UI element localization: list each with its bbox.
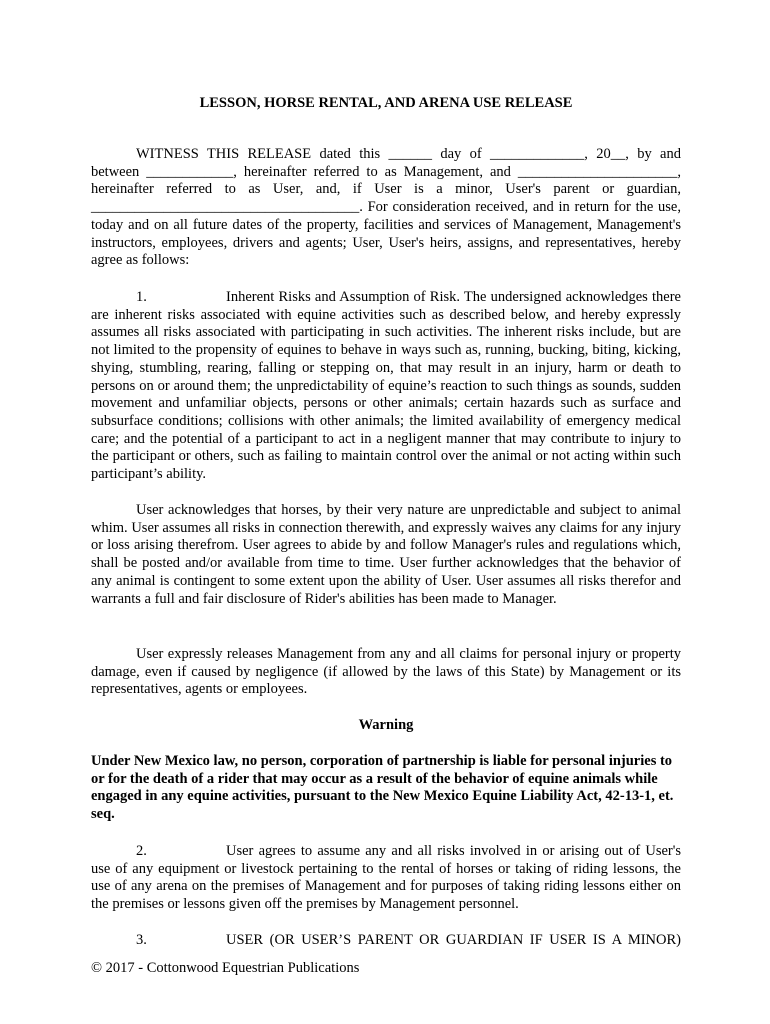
warning-text: Under New Mexico law, no person, corporation of partnership is liable for personal injuries to or for the death of a rider that may occur as a result of the behavior of equine animals while engaged in any equine activities, pursuant to the New Mexico Equine Liability Act, 42-13-1, et. seq.	[91, 753, 674, 823]
document-title: LESSON, HORSE RENTAL, AND ARENA USE RELEASE	[199, 95, 573, 111]
section-3-text: USER (OR USER’S PARENT OR GUARDIAN IF USER IS A MINOR)	[226, 932, 681, 948]
section-3-number: 3.	[136, 932, 147, 948]
user-releases-paragraph: User expressly releases Management from any and all claims for personal injury or property damage, even if caused by negligence (if allowed by the laws of this State) by Management or its representatives, agents or employees.	[91, 646, 681, 698]
section-1	[91, 289, 681, 484]
warning-heading: Warning	[358, 717, 414, 733]
section-2-text: User agrees to assume any and all risks involved in or arising out of User's use of any equipment or livestock pertaining to the rental of horses or taking of riding lessons, the use of any arena on the premises of Management and for purposes of taking riding lessons either on the premises or lessons given off the premises by Management personnel.	[91, 843, 681, 913]
section-1-text: Inherent Risks and Assumption of Risk. The undersigned acknowledges there are inherent risks associated with equine activities such as described below, and hereby expressly assumes all risks associated with participating in such activities. The inherent risks include, but are not limited to the propensity of equines to behave in ways such as, running, bucking, biting, kicking, shying, stumbling, rearing, falling or stepping on, that may result in an injury, harm or death to persons on or around them; the unpredictability of equine’s reaction to such things as sounds, sudden movement and unfamiliar objects, persons or other animals; certain hazards such as surface and subsurface conditions; collisions with other animals; the limited availability of emergency medical care; and the potential of a participant to act in a negligent manner that may contribute to injury to the participant or others, such as failing to maintain control over the animal or not acting within such participant’s ability.	[91, 289, 681, 483]
witness-paragraph: WITNESS THIS RELEASE dated this ______ day of _____________, 20__, by and between ____________, hereinafter referred to as Management, and ______________________, hereinafter referred to as User, and, if User is a minor, User's parent or guardian, _____________________________________. For consideration received, and in return for the use, today and on all future dates of the property, facilities and services of Management, Management's instructors, employees, drivers and agents; User, User's heirs, assigns, and representatives, hereby agree as follows:	[91, 146, 681, 269]
section-1-number: 1.	[136, 289, 147, 305]
section-2	[91, 843, 681, 914]
page-footer: © 2017 - Cottonwood Equestrian Publications	[91, 960, 360, 976]
section-3	[91, 932, 681, 950]
user-acknowledges-paragraph: User acknowledges that horses, by their very nature are unpredictable and subject to animal whim. User assumes all risks in connection therewith, and expressly waives any claims for any injury or loss arising therefrom. User agrees to abide by and follow Manager's rules and regulations which, shall be posted and/or available from time to time. User further acknowledges that the behavior of any animal is contingent to some extent upon the ability of User. User assumes all risks therefor and warrants a full and fair disclosure of Rider's abilities has been made to Manager.	[91, 502, 681, 607]
section-2-number: 2.	[136, 843, 147, 859]
